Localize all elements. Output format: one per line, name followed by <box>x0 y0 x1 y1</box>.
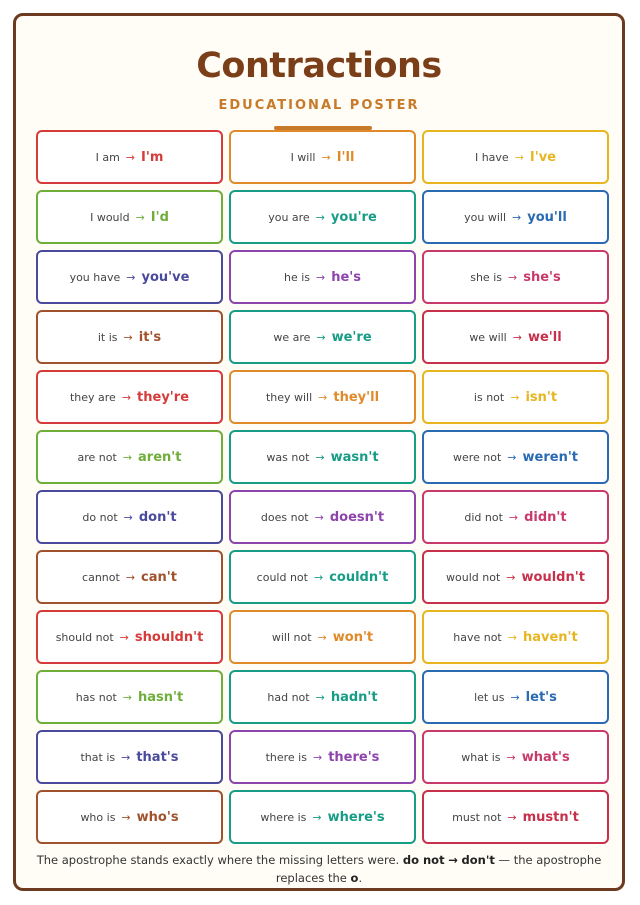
card-full-form: you will <box>464 210 507 224</box>
footer-text-mid: — the apostrophe replaces the <box>275 853 602 885</box>
contraction-card <box>422 250 609 304</box>
arrow-icon: → <box>313 570 324 584</box>
arrow-icon: → <box>315 690 325 704</box>
card-contraction: she's <box>523 269 561 285</box>
contraction-card <box>36 370 223 424</box>
card-full-form: I would <box>90 210 130 224</box>
card-contraction: let's <box>525 689 557 705</box>
card-full-form: did not <box>464 510 503 524</box>
arrow-icon: → <box>318 390 328 404</box>
card-contraction: shouldn't <box>134 629 204 645</box>
arrow-icon: → <box>315 450 325 464</box>
arrow-icon: → <box>317 630 327 644</box>
card-full-form: he is <box>283 270 310 284</box>
arrow-icon: → <box>507 630 517 644</box>
contraction-card <box>229 490 416 544</box>
arrow-icon: → <box>316 330 326 344</box>
card-contraction: weren't <box>522 449 579 465</box>
card-contraction: who's <box>136 809 179 825</box>
contraction-card <box>229 610 416 664</box>
card-contraction: haven't <box>522 629 578 645</box>
contraction-card <box>229 250 416 304</box>
footer-note <box>32 851 606 887</box>
card-contraction: I'd <box>150 209 169 225</box>
arrow-icon: → <box>135 210 145 224</box>
card-contraction: there's <box>328 749 380 765</box>
card-contraction: he's <box>331 269 362 285</box>
card-full-form: does not <box>260 510 309 524</box>
card-contraction: you'll <box>527 209 567 225</box>
arrow-icon: → <box>121 750 131 764</box>
card-full-form: you have <box>69 270 121 284</box>
card-full-form: was not <box>266 450 310 464</box>
card-full-form: you are <box>268 210 310 224</box>
card-full-form: it is <box>97 330 118 344</box>
card-full-form: cannot <box>82 570 120 584</box>
contraction-card <box>422 130 609 184</box>
card-full-form: I am <box>95 150 120 164</box>
contraction-card <box>229 550 416 604</box>
card-contraction: isn't <box>525 389 558 405</box>
card-contraction: they're <box>137 389 190 405</box>
poster <box>13 13 625 891</box>
contraction-card <box>229 670 416 724</box>
arrow-icon: → <box>507 810 517 824</box>
card-full-form: she is <box>470 270 502 284</box>
card-contraction: wasn't <box>330 449 379 465</box>
contraction-card <box>36 310 223 364</box>
card-contraction: I'll <box>336 149 355 165</box>
arrow-icon: → <box>508 510 519 524</box>
contraction-card <box>36 430 223 484</box>
card-full-form: we will <box>469 330 507 344</box>
card-contraction: you've <box>141 269 190 285</box>
arrow-icon: → <box>123 510 133 524</box>
contraction-card <box>229 310 416 364</box>
contraction-card <box>422 370 609 424</box>
contraction-card <box>229 730 416 784</box>
footer-example-short: don't <box>461 853 495 867</box>
contraction-card <box>36 730 223 784</box>
arrow-icon: → <box>122 450 133 464</box>
card-contraction: that's <box>136 749 179 765</box>
card-contraction: can't <box>141 569 177 585</box>
arrow-icon: → <box>507 450 517 464</box>
footer-text-end: . <box>358 871 363 885</box>
arrow-icon: → <box>314 510 324 524</box>
card-contraction: won't <box>332 629 374 645</box>
card-full-form: I have <box>474 150 509 164</box>
arrow-icon: → <box>514 150 524 164</box>
contraction-card <box>422 790 609 844</box>
arrow-icon: → <box>510 390 520 404</box>
arrow-icon: → <box>512 210 522 224</box>
card-full-form: were not <box>452 450 502 464</box>
contraction-card <box>229 430 416 484</box>
contraction-card <box>36 550 223 604</box>
card-contraction: doesn't <box>329 509 385 525</box>
arrow-icon: → <box>312 810 322 824</box>
card-full-form: who is <box>80 810 116 824</box>
arrow-icon: → <box>312 750 323 764</box>
contraction-card <box>422 310 609 364</box>
card-contraction: didn't <box>524 509 567 525</box>
arrow-icon: → <box>121 390 132 404</box>
card-full-form: had not <box>267 690 310 704</box>
contraction-card <box>36 130 223 184</box>
footer-arrow: → <box>448 853 458 867</box>
card-contraction: hadn't <box>330 689 378 705</box>
card-contraction: mustn't <box>522 809 579 825</box>
card-full-form: that is <box>80 750 116 764</box>
footer-example-letter: o <box>350 871 359 885</box>
arrow-icon: → <box>321 150 331 164</box>
contraction-card <box>422 550 609 604</box>
contraction-card <box>422 610 609 664</box>
card-full-form: will not <box>271 630 312 644</box>
arrow-icon: → <box>316 270 326 284</box>
contraction-card <box>229 130 416 184</box>
contraction-card <box>36 190 223 244</box>
contraction-card <box>422 670 609 724</box>
contraction-card <box>422 190 609 244</box>
contraction-card <box>229 190 416 244</box>
card-contraction: I'm <box>141 149 164 165</box>
card-full-form: they are <box>69 390 116 404</box>
card-full-form: are not <box>77 450 117 464</box>
contraction-card <box>36 250 223 304</box>
card-contraction: we'll <box>527 329 562 345</box>
poster-subtitle: EDUCATIONAL POSTER <box>218 98 420 113</box>
card-full-form: they will <box>265 390 313 404</box>
card-contraction: we're <box>331 329 372 345</box>
contraction-card <box>36 610 223 664</box>
card-contraction: where's <box>327 809 385 825</box>
card-full-form: could not <box>256 570 308 584</box>
card-full-form: do not <box>82 510 118 524</box>
arrow-icon: → <box>126 270 136 284</box>
footer-text-before: The apostrophe stands exactly where the missing letters were. <box>36 853 400 867</box>
card-contraction: don't <box>138 509 177 525</box>
card-full-form: where is <box>260 810 307 824</box>
arrow-icon: → <box>121 810 131 824</box>
card-full-form: there is <box>265 750 307 764</box>
arrow-icon: → <box>123 330 133 344</box>
contraction-card <box>36 790 223 844</box>
arrow-icon: → <box>125 570 136 584</box>
arrow-icon: → <box>119 630 129 644</box>
contraction-card <box>229 790 416 844</box>
arrow-icon: → <box>125 150 136 164</box>
card-full-form: what is <box>461 750 501 764</box>
card-full-form: we are <box>273 330 311 344</box>
arrow-icon: → <box>315 210 325 224</box>
contraction-card <box>422 730 609 784</box>
card-full-form: must not <box>452 810 502 824</box>
footer-example-full: do not <box>402 853 445 867</box>
card-full-form: is not <box>473 390 505 404</box>
arrow-icon: → <box>506 750 516 764</box>
card-full-form: would not <box>446 570 501 584</box>
arrow-icon: → <box>508 270 518 284</box>
contraction-card <box>422 430 609 484</box>
card-contraction: they'll <box>333 389 380 405</box>
card-contraction: you're <box>330 209 377 225</box>
arrow-icon: → <box>122 690 132 704</box>
card-full-form: has not <box>75 690 117 704</box>
card-contraction: aren't <box>138 449 182 465</box>
contraction-card <box>422 490 609 544</box>
card-contraction: I've <box>529 149 557 165</box>
card-contraction: it's <box>138 329 162 345</box>
card-full-form: should not <box>55 630 114 644</box>
card-contraction: wouldn't <box>521 569 585 585</box>
arrow-icon: → <box>510 690 520 704</box>
contraction-card <box>229 370 416 424</box>
contraction-card <box>36 490 223 544</box>
poster-title: Contractions <box>196 46 442 86</box>
card-contraction: hasn't <box>137 689 184 705</box>
card-contraction: what's <box>521 749 570 765</box>
card-full-form: have not <box>453 630 502 644</box>
arrow-icon: → <box>512 330 522 344</box>
contraction-card <box>36 670 223 724</box>
arrow-icon: → <box>506 570 516 584</box>
card-full-form: let us <box>474 690 505 704</box>
card-contraction: couldn't <box>329 569 389 585</box>
contractions-grid <box>36 130 609 844</box>
card-full-form: I will <box>290 150 316 164</box>
